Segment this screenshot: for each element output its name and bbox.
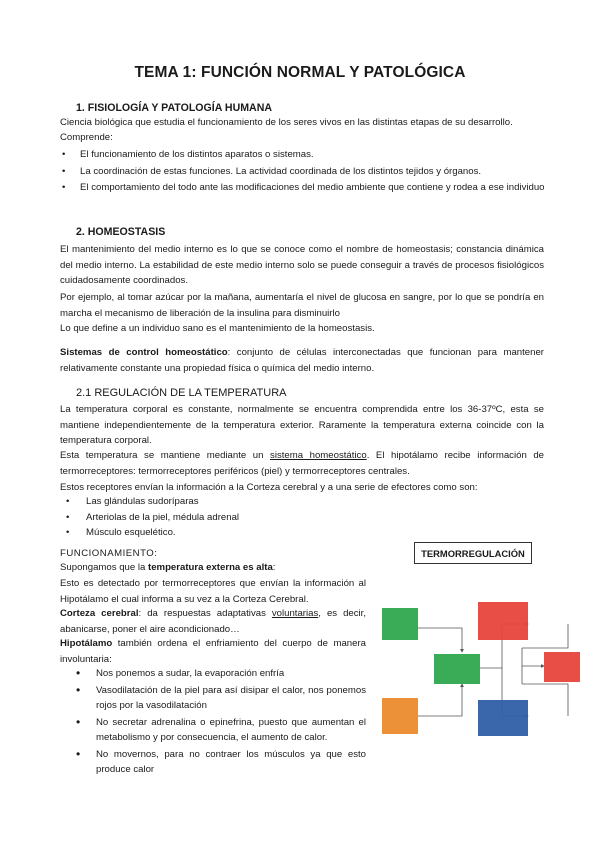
arrow-receptors-to-hypothalamus [416, 628, 462, 652]
section-heading-regulacion: 2.1 REGULACIÓN DE LA TEMPERATURA [76, 387, 287, 399]
termorregulacion-diagram [372, 540, 584, 780]
paragraph-temperatura-3: Estos receptores envían la información a la Corteza cerebral y a una serie de efectores como son: [60, 482, 478, 493]
list-item: • Vasodilatación de la piel para así disipar el calor, nos ponemos rojos por la vasodilatación [68, 683, 366, 714]
term-corteza-cerebral: Corteza cerebral [60, 608, 139, 619]
text-span: : [272, 562, 276, 573]
text-span: . El hipotálamo recibe información de termorreceptores: termorreceptores periféricos (piel) y termorreceptores centrales. [60, 450, 545, 477]
list-item: • Las glándulas sudoríparas [60, 494, 360, 510]
list-item: • No secretar adrenalina o epinefrina, puesto que aumentan el metabolismo y por consecuencia, el aumento de calor. [68, 715, 366, 746]
term-hipotalamo: Hipotálamo [60, 638, 113, 649]
underlined-term: voluntarias [271, 608, 319, 619]
paragraph-comprende: Comprende: [60, 132, 113, 143]
list-enfriamiento [68, 666, 366, 778]
list-comprende [60, 147, 548, 196]
paragraph-fisiologia-intro: Ciencia biológica que estudia el funcionamiento de los seres vivos en las distintas etapas de su desarrollo. [60, 117, 513, 128]
list-item: • Arteriolas de la piel, médula adrenal [60, 510, 360, 526]
arrow-to-result [522, 648, 544, 684]
paragraph-temperatura-2 [60, 448, 544, 479]
definition-text: : conjunto de células interconectadas que funcionan para mantener relativamente constante una propiedad física o química del medio interno. [60, 347, 545, 374]
list-item: • La coordinación de estas funciones. La actividad coordinada de los distintos tejidos y órganos. [60, 164, 548, 180]
text-span: también ordena el enfriamiento del cuerpo de manera involuntaria: [60, 638, 366, 665]
list-item: • El comportamiento del todo ante las modificaciones del medio ambiente que contiene y rodea a ese individuo [60, 180, 548, 196]
box-efectores-upper [478, 602, 528, 640]
paragraph-homeostasis-3: Lo que define a un individuo sano es el mantenimiento de la homeostasis. [60, 323, 375, 334]
section-heading-homeostasis: 2. HOMEOSTASIS [76, 226, 166, 238]
box-receptors-upper [382, 608, 418, 640]
text-span: Supongamos que la [60, 562, 149, 573]
paragraph-homeostasis-2: Por ejemplo, al tomar azúcar por la mañana, aumentaría el nivel de glucosa en sangre, por lo que se pondría en marcha el mecanismo de liberación de la insulina para disminuirlo [60, 292, 544, 319]
box-result [544, 652, 580, 682]
box-receptors-lower [382, 698, 418, 734]
arrow-receptors-to-hypothalamus-lower [416, 684, 462, 716]
term-sistemas-control: Sistemas de control homeostático [60, 347, 228, 358]
box-efectores-lower [478, 700, 528, 736]
subheading-funcionamiento: FUNCIONAMIENTO: [60, 548, 158, 559]
page-title: TEMA 1: FUNCIÓN NORMAL Y PATOLÓGICA [134, 64, 466, 81]
paragraph-supongamos [60, 560, 360, 576]
underlined-term: sistema homeostático [270, 450, 367, 461]
list-item: • No movernos, para no contraer los músculos ya que esto produce calor [68, 747, 366, 778]
list-item: • Nos ponemos a sudar, la evaporación enfría [68, 666, 366, 682]
box-hipotalamo [434, 654, 480, 684]
emphasis-text: temperatura externa es alta [148, 562, 273, 573]
paragraph-hipotalamo [60, 636, 366, 667]
diagram-title: TERMORREGULACIÓN [414, 542, 532, 564]
text-span: Esta temperatura se mantiene mediante un [60, 450, 271, 461]
paragraph-corteza [60, 606, 366, 637]
paragraph-deteccion: Esto es detectado por termorreceptores que envían la información al Hipotálamo el cual informa a su vez a la Corteza Cerebral. [60, 578, 366, 605]
paragraph-temperatura-1: La temperatura corporal es constante, normalmente se encuentra comprendida entre los 36-37ºC, esta se mantiene independientemente de la temperatura exterior. Raramente la temperatura externa coincide con la temperatura corporal. [60, 404, 544, 446]
text-span: , es decir, abanicarse, poner el aire acondicionado… [60, 608, 367, 635]
paragraph-homeostasis-1: El mantenimiento del medio interno es lo que se conoce como el nombre de homeostasis; constancia dinámica del medio interno. La estabilidad de este medio interno solo se puede conseguir a través de procesos fisiológicos cuidadosamente coordinados. [60, 244, 544, 286]
paragraph-sistemas-control [60, 345, 544, 376]
text-span: : da respuestas adaptativas [138, 608, 272, 619]
list-item: • Músculo esquelético. [60, 525, 360, 541]
list-item: • El funcionamiento de los distintos aparatos o sistemas. [60, 147, 548, 163]
list-efectores [60, 494, 360, 541]
section-heading-fisiologia: 1. FISIOLOGÍA Y PATOLOGÍA HUMANA [76, 102, 272, 114]
